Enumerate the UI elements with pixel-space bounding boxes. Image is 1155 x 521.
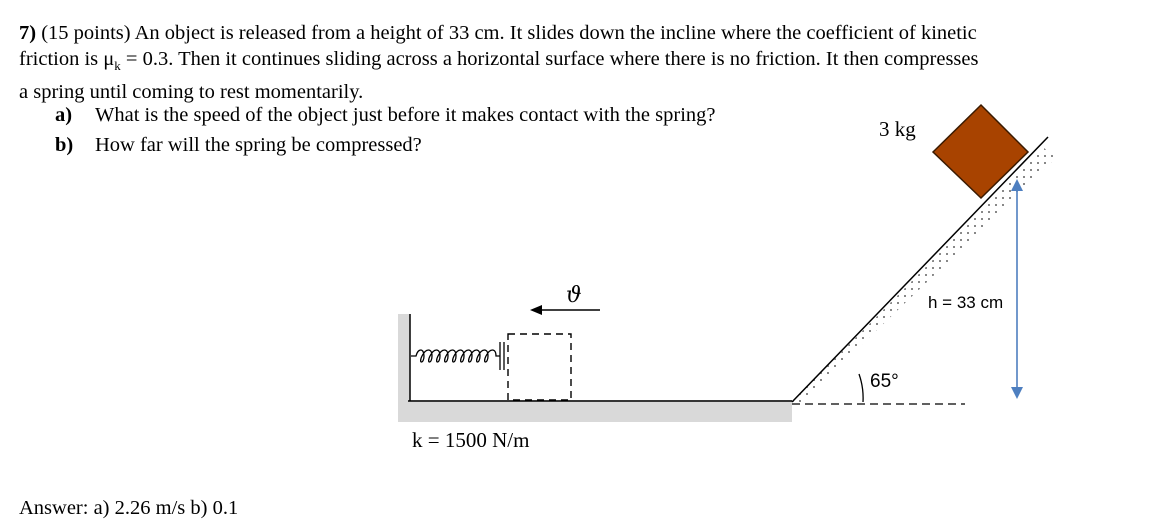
- problem-points: (15 points): [41, 22, 131, 44]
- problem-text-3: a spring until coming to rest momentarily.: [19, 81, 364, 104]
- question-text: How far will the spring be compressed?: [95, 134, 422, 156]
- velocity-arrowhead: [530, 305, 542, 315]
- question-letter: a): [55, 104, 73, 126]
- dashed-block-outline: [508, 334, 571, 400]
- question-letter: b): [55, 134, 74, 156]
- mu-subscript: k: [114, 58, 121, 74]
- incline-line: [792, 137, 1048, 402]
- cutoff-answer-text: Answer: a) 2.26 m/s b) 0.1: [19, 497, 239, 519]
- angle-label: 65°: [870, 371, 899, 392]
- wall: [398, 314, 410, 402]
- mass-label: 3 kg: [879, 117, 916, 141]
- cutoff-answer-line: [0, 497, 1155, 519]
- height-arrowhead-bottom: [1011, 387, 1023, 399]
- spring-constant-label: k = 1500 N/m: [412, 428, 530, 452]
- problem-text-1: An object is released from a height of 33 cm. It slides down the incline where the coefficient of kinetic: [134, 22, 977, 44]
- velocity-label: ϑ: [566, 283, 582, 308]
- problem-text-2a: friction is μ: [19, 48, 115, 70]
- spring: [411, 342, 504, 370]
- height-label: h = 33 cm: [928, 293, 1004, 312]
- problem-text-2b: = 0.3. Then it continues sliding across a horizontal surface where there is no friction. It then compresses: [120, 48, 979, 70]
- problem-number: 7): [19, 22, 37, 44]
- floor-slab: [398, 400, 792, 422]
- angle-arc: [859, 374, 863, 402]
- question-text: What is the speed of the object just before it makes contact with the spring?: [95, 104, 716, 126]
